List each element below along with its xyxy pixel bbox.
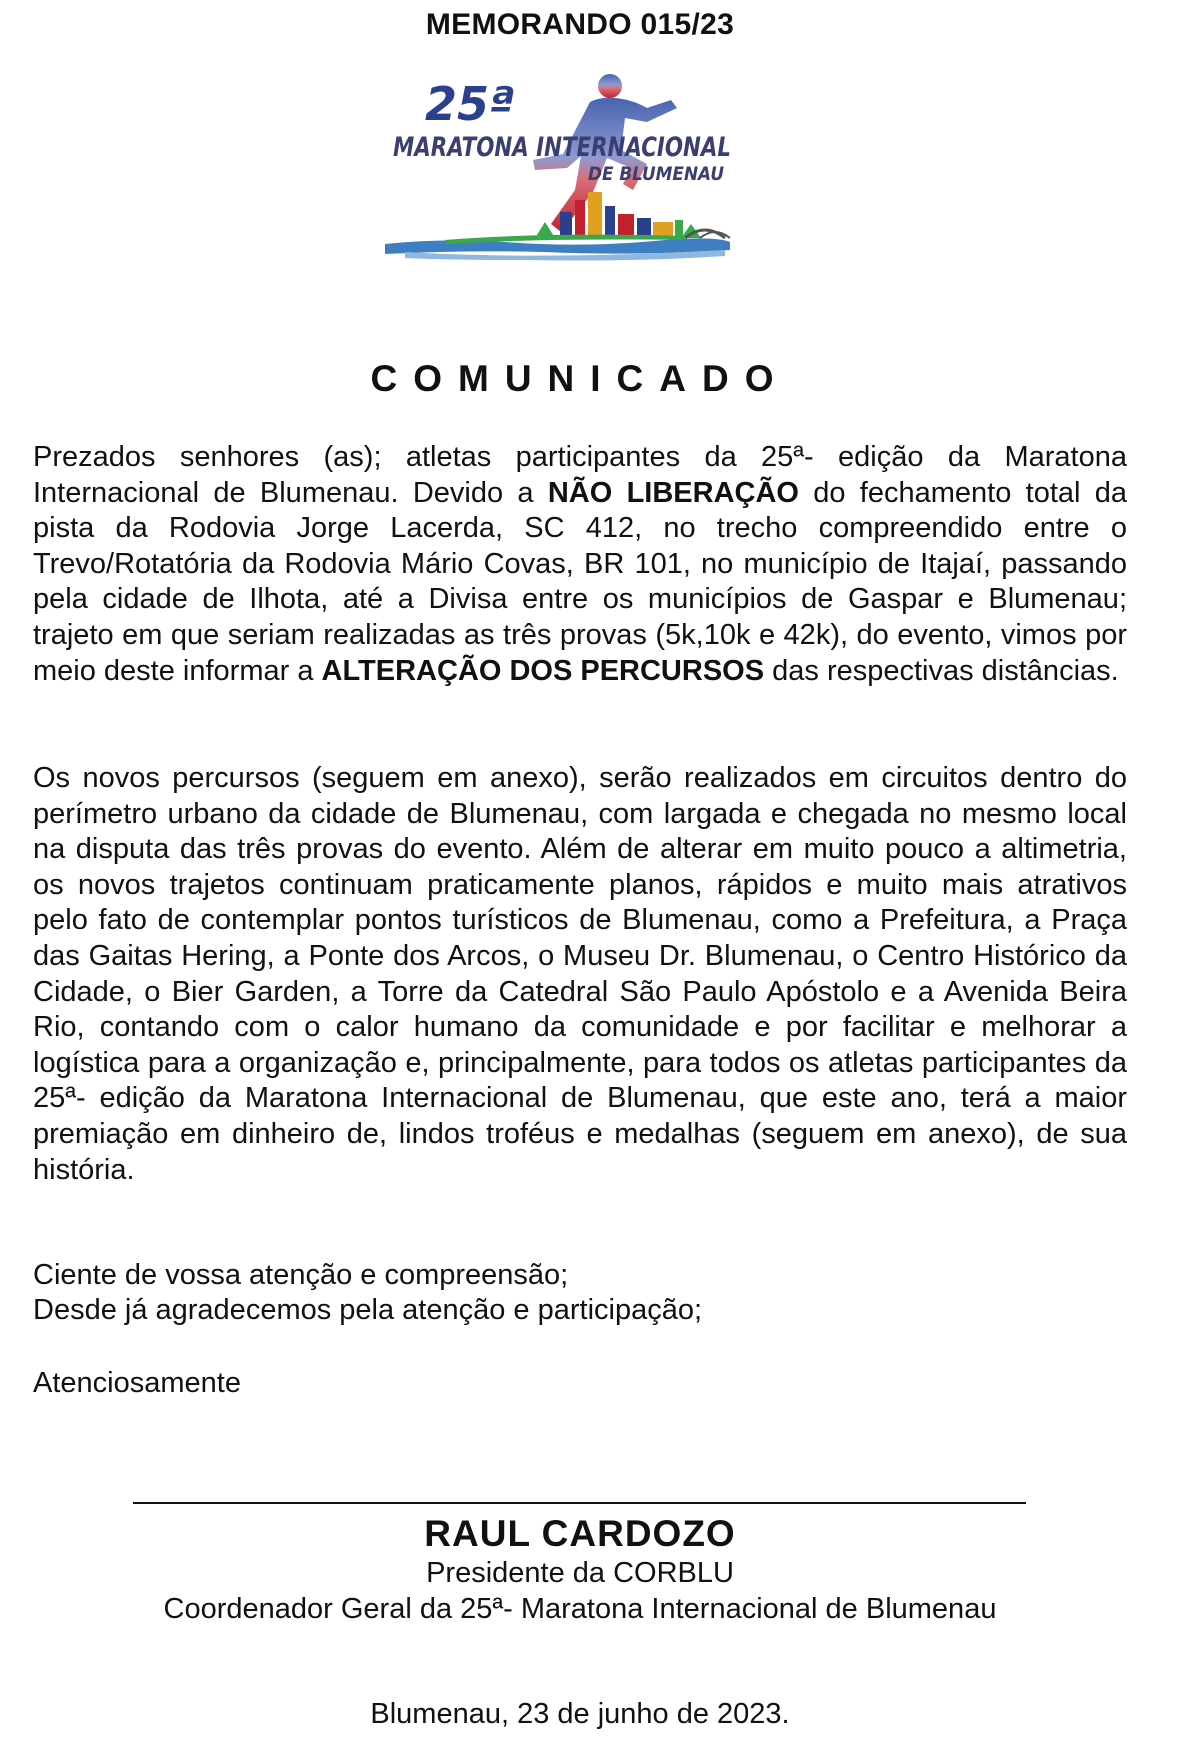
signature-line — [133, 1502, 1026, 1504]
comunicado-heading: COMUNICADO — [370, 358, 790, 399]
logo-edition: 25ª — [425, 77, 515, 131]
paragraph-1-part2: do fechamento total da pista da Rodovia Jorge Lacerda, SC 412, no trecho compreendido entre o Trevo/Rotatória da Rodovia Mário Covas, BR 101, no município de Itajaí, passando pela cidade de Ilhota, até a Divisa entre os municípios de Gaspar e Blumenau; trajeto em que seriam realizadas as três provas (5k,10k e 42k), do evento, vimos por meio deste informar a — [33, 476, 1127, 687]
paragraph-1-bold2: ALTERAÇÃO DOS PERCURSOS — [321, 654, 765, 687]
logo-line2: MARATONA INTERNACIONAL — [393, 132, 731, 163]
paragraph-2: Os novos percursos (seguem em anexo), serão realizados em circuitos dentro do perímetro urbano da cidade de Blumenau, com largada e chegada no mesmo local na disputa das três provas do evento. Além de alterar em muito pouco a altimetria, os novos trajetos continuam praticamente planos, rápidos e muito mais atrativos pelo fato de contemplar pontos turísticos de Blumenau, como a Prefeitura, a Praça das Gaitas Hering, a Ponte dos Arcos, o Museu Dr. Blumenau, o Centro Histórico da Cidade, o Bier Garden, a Torre da Catedral São Paulo Apóstolo e a Avenida Beira Rio, contando com o calor humano da comunidade e por facilitar e melhorar a logística para a organização e, principalmente, para todos os atletas participantes da 25ª- edição da Maratona Internacional de Blumenau, que este ano, terá a maior premiação em dinheiro de, lindos troféus e medalhas (seguem em anexo), de sua história. — [33, 762, 1127, 1186]
signature-name: RAUL CARDOZO — [424, 1513, 736, 1554]
paragraph-1 — [33, 440, 1127, 689]
river-icon — [385, 238, 730, 254]
memo-title: MEMORANDO 015/23 — [425, 8, 735, 41]
signature-role-1: Presidente da CORBLU — [426, 1557, 734, 1589]
paragraph-1-part1: Prezados senhores (as); atletas participantes da 25ª- edição da Maratona Internacional de Blumenau. Devido a — [33, 441, 1127, 509]
memo-date: Blumenau, 23 de junho de 2023. — [370, 1698, 790, 1730]
marathon-logo-graphic — [385, 72, 785, 292]
paragraph-1-bold1: NÃO LIBERAÇÃO — [547, 476, 799, 509]
closing-line-1: Ciente de vossa atenção e compreensão; — [33, 1259, 569, 1291]
logo-line3: DE BLUMENAU — [588, 163, 725, 185]
signature-role-2: Coordenador Geral da 25ª- Maratona Internacional de Blumenau — [163, 1593, 997, 1625]
closing-line-3: Atenciosamente — [33, 1367, 241, 1399]
closing-line-2: Desde já agradecemos pela atenção e participação; — [33, 1294, 703, 1326]
marathon-logo — [385, 72, 785, 292]
city-skyline-icon — [535, 192, 730, 238]
paragraph-1-part3: das respectivas distâncias. — [764, 654, 1119, 687]
